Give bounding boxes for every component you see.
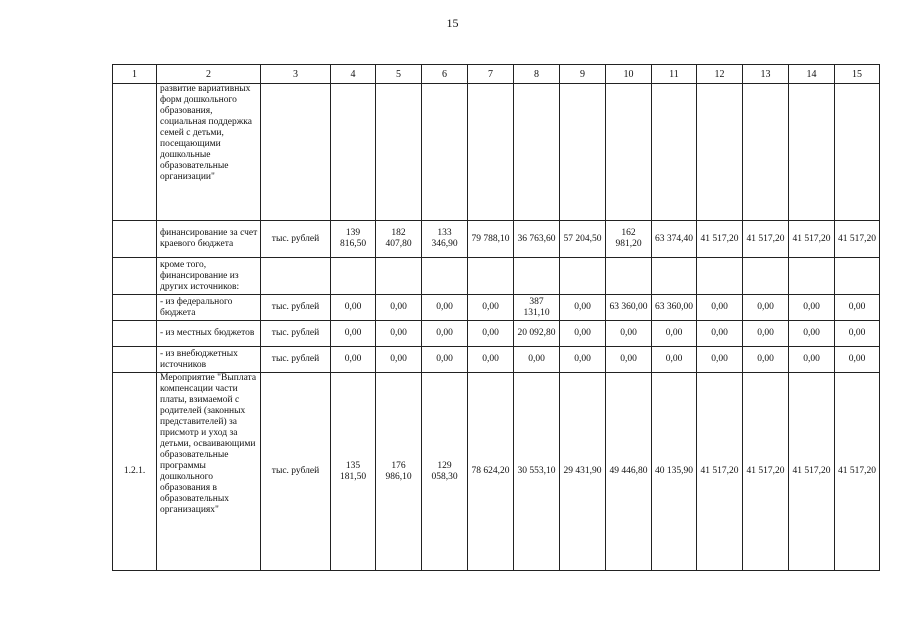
row-name: развитие вариативных форм дошкольного образования, социальная поддержка семей с детьми, посещающими дошкольные образовательные организации" — [157, 84, 261, 221]
value-cell — [743, 84, 789, 221]
value-cell — [560, 84, 606, 221]
value-cell: 0,00 — [652, 347, 697, 373]
value-cell: 57 204,50 — [560, 221, 606, 258]
value-cell: 0,00 — [835, 295, 880, 321]
value-cell: 0,00 — [331, 347, 376, 373]
value-cell: 0,00 — [835, 347, 880, 373]
row-unit: тыс. рублей — [261, 373, 331, 571]
value-cell — [514, 84, 560, 221]
column-header: 14 — [789, 65, 835, 84]
value-cell: 40 135,90 — [652, 373, 697, 571]
table-row — [113, 295, 880, 321]
value-cell: 63 360,00 — [606, 295, 652, 321]
value-cell: 41 517,20 — [789, 373, 835, 571]
value-cell: 0,00 — [652, 321, 697, 347]
value-cell — [789, 84, 835, 221]
column-header: 13 — [743, 65, 789, 84]
value-cell — [652, 84, 697, 221]
value-cell: 0,00 — [422, 347, 468, 373]
value-cell: 0,00 — [376, 347, 422, 373]
value-cell: 0,00 — [560, 347, 606, 373]
value-cell: 0,00 — [697, 295, 743, 321]
row-number — [113, 321, 157, 347]
column-header: 8 — [514, 65, 560, 84]
row-name: Мероприятие "Выплата компенсации части платы, взимаемой с родителей (законных представителей) за присмотр и уход за детьми, осваивающими образовательные программы дошкольного образования в образовательных организациях" — [157, 373, 261, 571]
value-cell — [376, 258, 422, 295]
column-header: 9 — [560, 65, 606, 84]
value-cell: 0,00 — [789, 321, 835, 347]
value-cell: 135 181,50 — [331, 373, 376, 571]
column-header: 15 — [835, 65, 880, 84]
value-cell — [835, 258, 880, 295]
row-unit: тыс. рублей — [261, 295, 331, 321]
value-cell: 0,00 — [331, 321, 376, 347]
value-cell — [697, 84, 743, 221]
row-number — [113, 84, 157, 221]
column-header: 3 — [261, 65, 331, 84]
value-cell: 0,00 — [376, 321, 422, 347]
value-cell: 129 058,30 — [422, 373, 468, 571]
value-cell: 0,00 — [468, 347, 514, 373]
row-unit — [261, 84, 331, 221]
row-number — [113, 258, 157, 295]
value-cell: 30 553,10 — [514, 373, 560, 571]
row-name: - из федерального бюджета — [157, 295, 261, 321]
value-cell — [606, 258, 652, 295]
value-cell: 41 517,20 — [835, 373, 880, 571]
value-cell — [468, 258, 514, 295]
value-cell: 0,00 — [835, 321, 880, 347]
value-cell — [422, 84, 468, 221]
value-cell: 63 374,40 — [652, 221, 697, 258]
value-cell: 0,00 — [606, 347, 652, 373]
column-header: 10 — [606, 65, 652, 84]
value-cell: 63 360,00 — [652, 295, 697, 321]
page-number: 15 — [446, 16, 459, 30]
table-row — [113, 221, 880, 258]
column-header: 12 — [697, 65, 743, 84]
value-cell: 0,00 — [789, 295, 835, 321]
value-cell: 0,00 — [468, 321, 514, 347]
row-unit: тыс. рублей — [261, 347, 331, 373]
value-cell: 0,00 — [606, 321, 652, 347]
value-cell: 0,00 — [743, 321, 789, 347]
table-row — [113, 373, 880, 571]
value-cell: 0,00 — [376, 295, 422, 321]
value-cell — [331, 258, 376, 295]
value-cell: 41 517,20 — [835, 221, 880, 258]
row-number — [113, 347, 157, 373]
value-cell: 0,00 — [468, 295, 514, 321]
value-cell: 0,00 — [697, 321, 743, 347]
value-cell: 20 092,80 — [514, 321, 560, 347]
value-cell: 29 431,90 — [560, 373, 606, 571]
table-row — [113, 258, 880, 295]
column-header: 1 — [113, 65, 157, 84]
value-cell: 49 446,80 — [606, 373, 652, 571]
value-cell: 79 788,10 — [468, 221, 514, 258]
value-cell — [652, 258, 697, 295]
table-row — [113, 84, 880, 221]
column-header: 4 — [331, 65, 376, 84]
row-number: 1.2.1. — [113, 373, 157, 571]
value-cell: 36 763,60 — [514, 221, 560, 258]
value-cell: 0,00 — [422, 295, 468, 321]
value-cell — [789, 258, 835, 295]
row-name: - из внебюджетных источников — [157, 347, 261, 373]
value-cell: 0,00 — [331, 295, 376, 321]
value-cell: 0,00 — [789, 347, 835, 373]
header-row — [113, 65, 880, 84]
table-row — [113, 321, 880, 347]
value-cell: 78 624,20 — [468, 373, 514, 571]
value-cell: 176 986,10 — [376, 373, 422, 571]
value-cell: 0,00 — [422, 321, 468, 347]
column-header: 11 — [652, 65, 697, 84]
value-cell: 0,00 — [697, 347, 743, 373]
value-cell: 0,00 — [560, 321, 606, 347]
value-cell: 133 346,90 — [422, 221, 468, 258]
value-cell: 0,00 — [560, 295, 606, 321]
value-cell: 0,00 — [743, 295, 789, 321]
row-name: кроме того, финансирование из других источников: — [157, 258, 261, 295]
value-cell: 41 517,20 — [743, 221, 789, 258]
row-unit: тыс. рублей — [261, 321, 331, 347]
column-header: 5 — [376, 65, 422, 84]
value-cell: 41 517,20 — [697, 221, 743, 258]
row-name: финансирование за счет краевого бюджета — [157, 221, 261, 258]
column-header: 7 — [468, 65, 514, 84]
value-cell: 41 517,20 — [697, 373, 743, 571]
value-cell: 139 816,50 — [331, 221, 376, 258]
value-cell — [422, 258, 468, 295]
column-header: 2 — [157, 65, 261, 84]
value-cell — [331, 84, 376, 221]
value-cell — [835, 84, 880, 221]
value-cell — [743, 258, 789, 295]
value-cell: 182 407,80 — [376, 221, 422, 258]
column-header: 6 — [422, 65, 468, 84]
row-name: - из местных бюджетов — [157, 321, 261, 347]
value-cell: 41 517,20 — [743, 373, 789, 571]
budget-table — [112, 64, 880, 571]
value-cell — [560, 258, 606, 295]
value-cell: 0,00 — [743, 347, 789, 373]
value-cell — [468, 84, 514, 221]
table-row — [113, 347, 880, 373]
value-cell — [606, 84, 652, 221]
value-cell: 162 981,20 — [606, 221, 652, 258]
row-number — [113, 295, 157, 321]
value-cell: 0,00 — [514, 347, 560, 373]
value-cell — [376, 84, 422, 221]
row-unit — [261, 258, 331, 295]
row-unit: тыс. рублей — [261, 221, 331, 258]
value-cell: 41 517,20 — [789, 221, 835, 258]
value-cell — [697, 258, 743, 295]
row-number — [113, 221, 157, 258]
value-cell: 387 131,10 — [514, 295, 560, 321]
value-cell — [514, 258, 560, 295]
